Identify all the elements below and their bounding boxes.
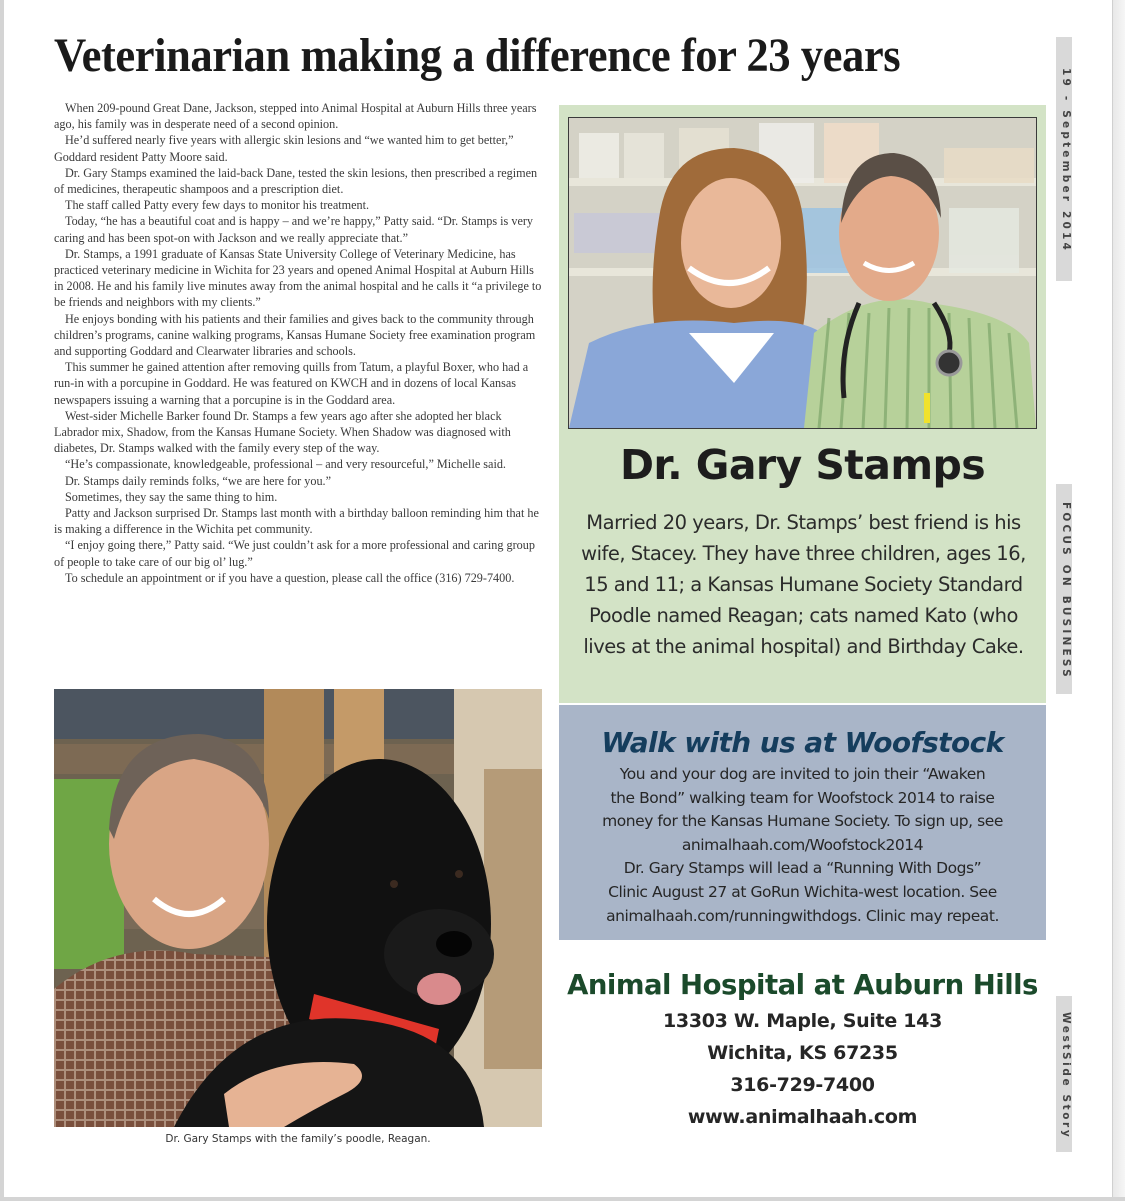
- side-rail-publication: [1056, 996, 1072, 1152]
- issue-date-label: 19 - September 2014: [1060, 68, 1072, 254]
- clinic-contact: [559, 1005, 1046, 1133]
- article-paragraph: The staff called Patty every few days to monitor his treatment.: [65, 198, 370, 213]
- event-line: Clinic August 27 at GoRun Wichita-west location. See: [608, 882, 997, 901]
- article-paragraph: West-sider Michelle Barker found Dr. Stamps a few years ago after she adopted her black Labrador mix, Shadow, from the Kansas Humane Society. When Shadow was diagnosed with diabetes, Dr. Stamps walked with the family every step of the way.: [54, 408, 511, 456]
- article-paragraph: Dr. Stamps daily reminds folks, “we are here for you.”: [65, 473, 332, 488]
- article-paragraph: He’d suffered nearly five years with allergic skin lesions and “we wanted him to get better,” Goddard resident Patty Moore said.: [54, 133, 514, 164]
- dog-photo: [54, 689, 542, 1127]
- event-line: You and your dog are invited to join their “Awaken: [619, 765, 986, 783]
- profile-name: Dr. Gary Stamps: [619, 441, 986, 489]
- article-body: [54, 100, 542, 586]
- article-paragraph: “He’s compassionate, knowledgeable, professional – and very resourceful,” Michelle said.: [65, 457, 506, 472]
- profile-bio: Married 20 years, Dr. Stamps’ best friend is his wife, Stacey. They have three children, ages 16, 15 and 11; a Kansas Humane Society Standard Poodle named Reagan; cats named Kato (who lives at the animal hospital) and Birthday Cake.: [581, 511, 1026, 658]
- event-link-running: animalhaah.com/runningwithdogs. Clinic may repeat.: [606, 906, 999, 925]
- article-paragraph: Dr. Stamps, a 1991 graduate of Kansas State University College of Veterinary Medicine, has practiced veterinary medicine in Wichita for 23 years and opened Animal Hospital at Auburn Hills in 2008. He and his family live minutes away from the animal hospital and he calls it “a privilege to be friends and neighbors with my clients.”: [54, 246, 542, 310]
- article-paragraph: Patty and Jackson surprised Dr. Stamps last month with a birthday balloon reminding him that he is making a difference in the Wichita pet community.: [54, 506, 539, 537]
- clinic-phone: 316-729-7400: [730, 1074, 875, 1096]
- article-paragraph: Today, “he has a beautiful coat and is happy – and we’re happy,” Patty said. “Dr. Stamps is very caring and has been spot-on with Jackson and we really appreciate that.”: [54, 214, 534, 245]
- headline: Veterinarian making a difference for 23 years: [54, 29, 901, 82]
- clinic-name: Animal Hospital at Auburn Hills: [567, 969, 1038, 1001]
- couple-photo: [568, 117, 1037, 429]
- couple-photo-illustration: [569, 118, 1036, 428]
- article-paragraph: When 209-pound Great Dane, Jackson, stepped into Animal Hospital at Auburn Hills three years ago, his family was in desperate need of a second opinion.: [54, 101, 537, 132]
- article-paragraph: Dr. Gary Stamps examined the laid-back Dane, tested the skin lesions, then prescribed a regimen of medicines, therapeutic shampoos and a prescription diet.: [54, 165, 538, 197]
- section-label: FOCUS ON BUSINESS: [1060, 502, 1072, 680]
- article-paragraph: Sometimes, they say the same thing to him.: [65, 489, 278, 504]
- clinic-city: Wichita, KS 67235: [707, 1042, 898, 1064]
- article-paragraph: To schedule an appointment or if you have a question, please call the office (316) 729-7400.: [65, 570, 515, 585]
- page-frame-bottom: [0, 1197, 1125, 1201]
- clinic-website: www.animalhaah.com: [687, 1106, 918, 1128]
- event-link-woofstock: animalhaah.com/Woofstock2014: [681, 835, 924, 854]
- dog-photo-caption: Dr. Gary Stamps with the family’s poodle, Reagan.: [165, 1133, 431, 1145]
- event-body: [566, 763, 1039, 928]
- side-rail-issue: [1056, 37, 1072, 281]
- article-paragraph: He enjoys bonding with his patients and their families and gives back to the community through children’s programs, canine walking programs, Kansas Humane Society free examination program and supporting Goddard and Clearwater libraries and schools.: [54, 311, 536, 359]
- clinic-address: 13303 W. Maple, Suite 143: [663, 1010, 942, 1032]
- publication-label: WestSide Story: [1060, 1012, 1072, 1140]
- dog-photo-illustration: [54, 689, 542, 1127]
- article-paragraph: This summer he gained attention after removing quills from Tatum, a playful Boxer, who had a run-in with a porcupine in Goddard. He was featured on KWCH and in dozens of local Kansas newspapers issuing a warning that a porcupine is in the Goddard area.: [54, 360, 529, 407]
- event-line: the Bond” walking team for Woofstock 2014 to raise: [610, 788, 995, 807]
- page-frame-left: [0, 0, 4, 1201]
- page-frame-right: [1112, 0, 1125, 1201]
- side-rail-section: [1056, 484, 1072, 694]
- event-title: Walk with us at Woofstock: [601, 726, 1004, 759]
- event-line: money for the Kansas Humane Society. To sign up, see: [602, 812, 1003, 831]
- event-line: Dr. Gary Stamps will lead a “Running With Dogs”: [623, 859, 982, 878]
- article-paragraph: “I enjoy going there,” Patty said. “We just couldn’t ask for a more professional and caring group of people to take care of our big ol’ lug.”: [54, 538, 535, 569]
